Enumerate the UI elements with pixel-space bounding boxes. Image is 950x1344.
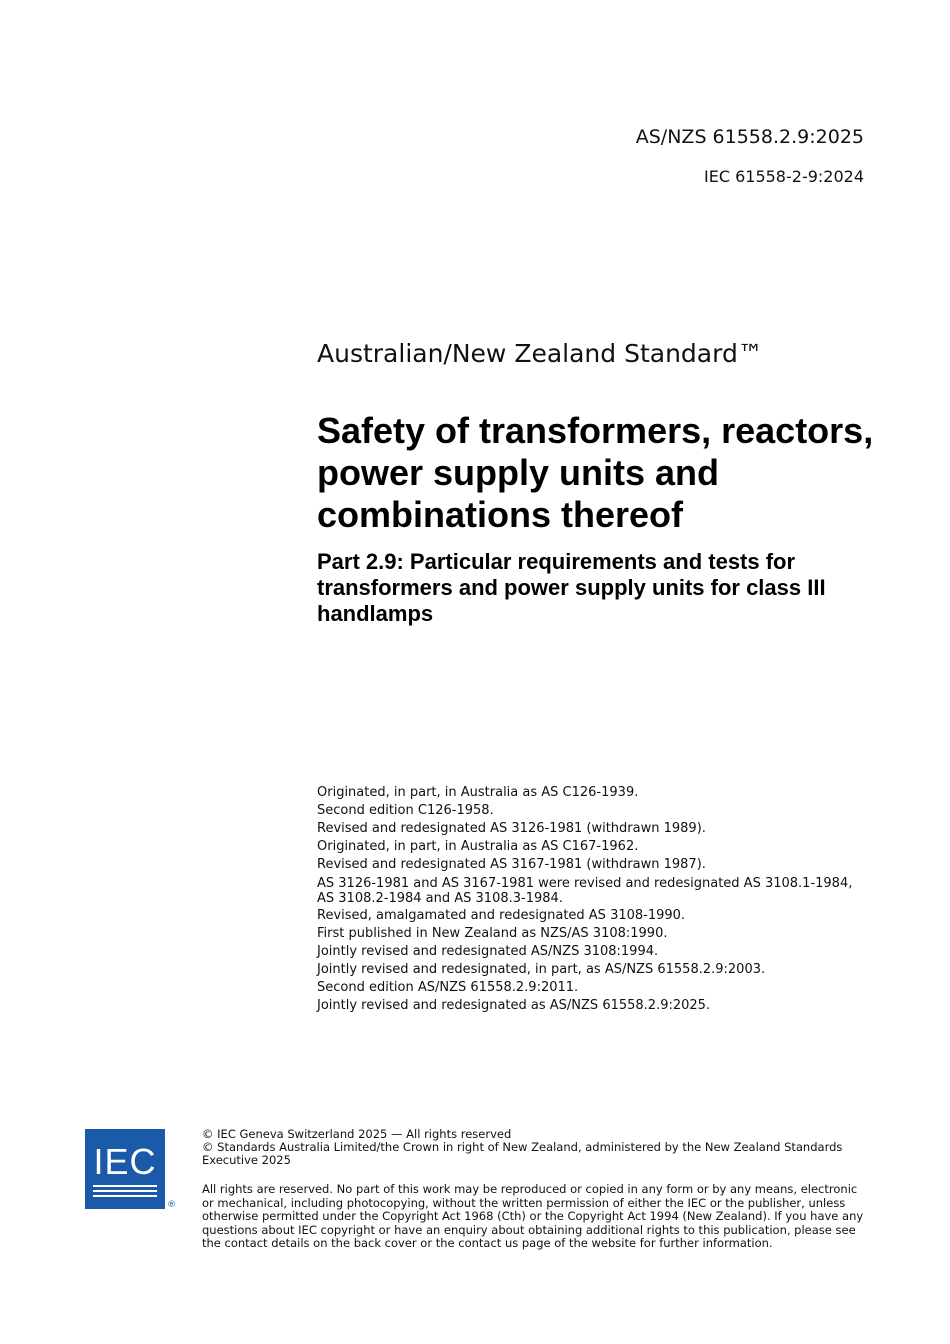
document-title: Safety of transformers, reactors, power supply units and combinations thereof xyxy=(317,410,874,535)
history-item: Revised and redesignated AS 3167-1981 (withdrawn 1987). xyxy=(317,857,706,872)
history-item: Revised, amalgamated and redesignated AS 3108-1990. xyxy=(317,908,686,923)
history-item: Second edition C126-1958. xyxy=(317,803,494,818)
copyright-block xyxy=(202,1128,870,1167)
registered-mark: ® xyxy=(167,1200,176,1210)
history-item: Revised and redesignated AS 3126-1981 (withdrawn 1989). xyxy=(317,821,706,836)
history-item: Jointly revised and redesignated AS/NZS 3108:1994. xyxy=(317,944,659,959)
history-item: Jointly revised and redesignated, in part, as AS/NZS 61558.2.9:2003. xyxy=(317,962,766,977)
history-item: Second edition AS/NZS 61558.2.9:2011. xyxy=(317,980,579,995)
history-item: AS 3126-1981 and AS 3167-1981 were revised and redesignated AS 3108.1-1984, AS 3108.2-1984 and AS 3108.3-1984. xyxy=(317,876,853,906)
copyright-line-sa: © Standards Australia Limited/the Crown in right of New Zealand, administered by the New Zealand Standards Executive 2025 xyxy=(202,1140,843,1167)
copyright-line-iec: © IEC Geneva Switzerland 2025 — All rights reserved xyxy=(202,1127,512,1141)
document-subtitle: Part 2.9: Particular requirements and tests for transformers and power supply units for class III handlamps xyxy=(317,549,826,626)
iec-logo xyxy=(85,1129,165,1209)
iec-logo-text: IEC xyxy=(93,1141,157,1182)
standard-number: AS/NZS 61558.2.9:2025 xyxy=(635,126,864,148)
publication-history xyxy=(317,784,857,1015)
history-item: First published in New Zealand as NZS/AS 3108:1990. xyxy=(317,926,668,941)
history-item: Originated, in part, in Australia as AS C126-1939. xyxy=(317,785,639,800)
standard-series: Australian/New Zealand Standard™ xyxy=(317,339,763,368)
iec-logo-lines xyxy=(93,1185,157,1200)
rights-notice: All rights are reserved. No part of this work may be reproduced or copied in any form or by any means, electronic or mechanical, including photocopying, without the written permission of either the IEC or the publisher, unless otherwise permitted under the Copyright Act 1968 (Cth) or the Copyright Act 1994 (New Zealand). If you have any questions about IEC copyright or have an enquiry about obtaining additional rights to this publication, please see the contact details on the back cover or the contact us page of the website for further information. xyxy=(202,1182,864,1250)
iec-number: IEC 61558-2-9:2024 xyxy=(704,167,864,186)
history-item: Originated, in part, in Australia as AS C167-1962. xyxy=(317,839,639,854)
history-item: Jointly revised and redesignated as AS/NZS 61558.2.9:2025. xyxy=(317,998,711,1013)
